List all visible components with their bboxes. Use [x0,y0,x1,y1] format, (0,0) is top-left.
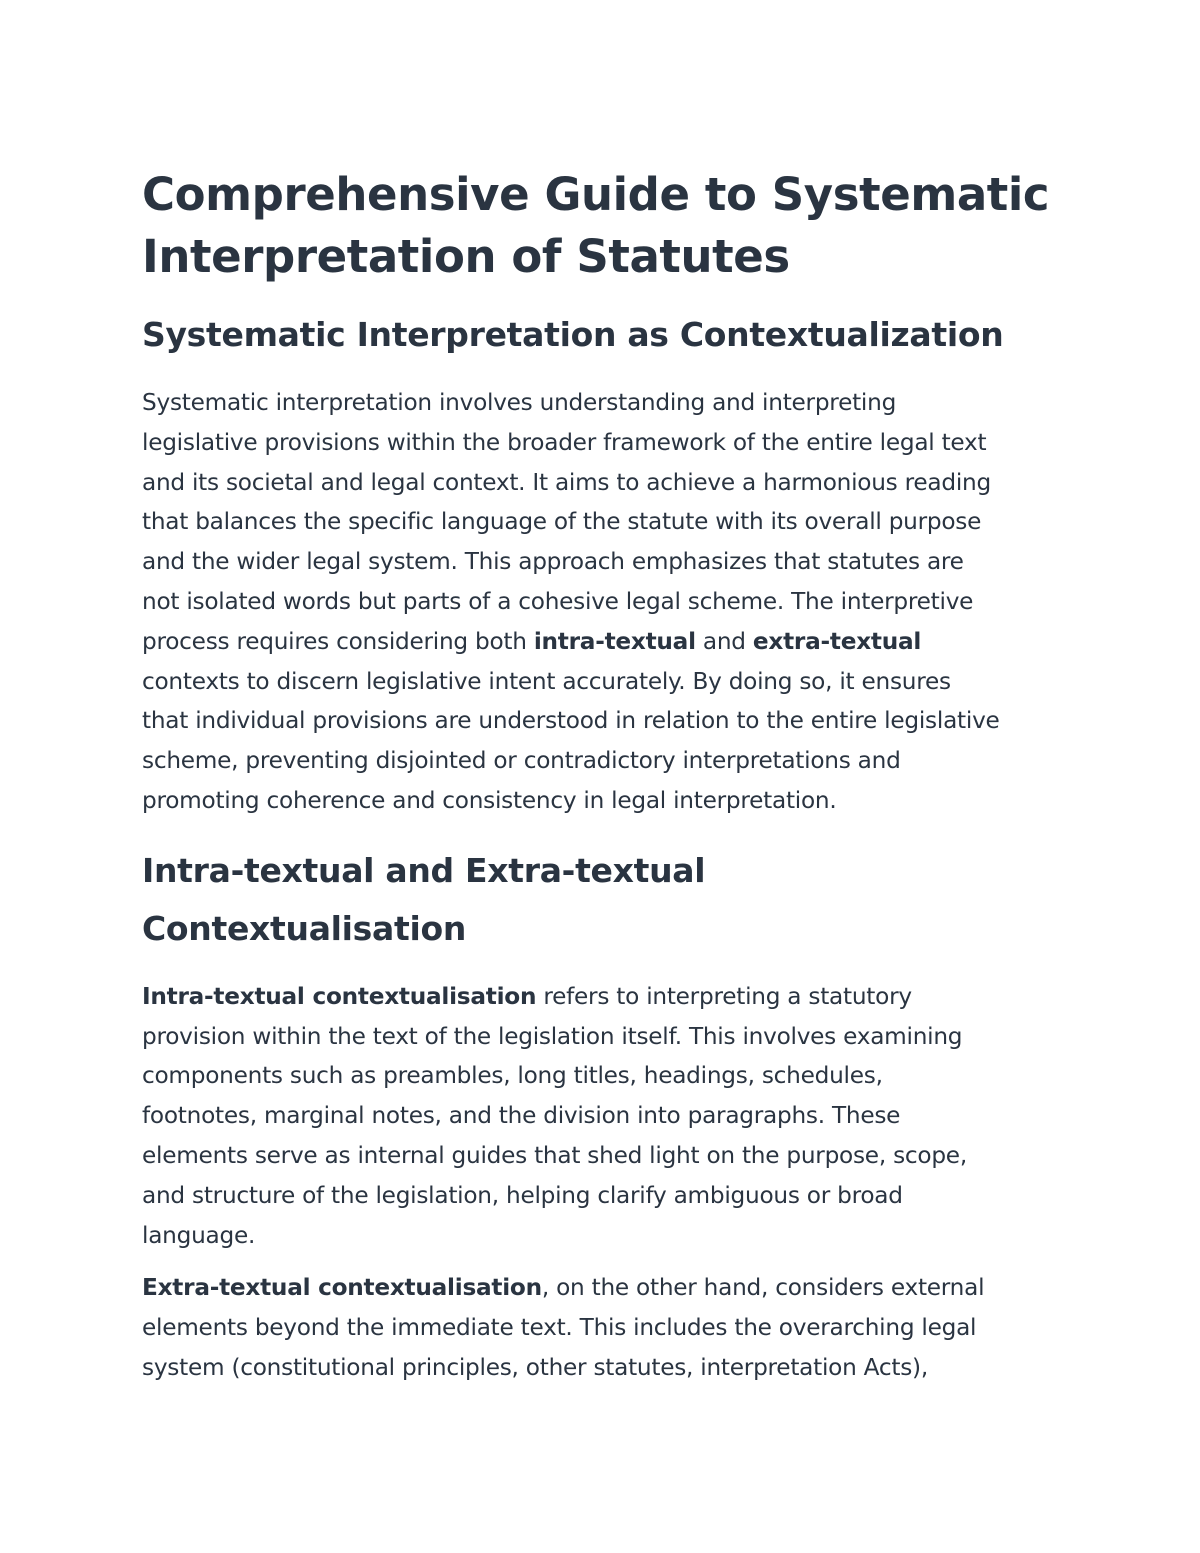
bold-lead-extra-textual-contextualisation: Extra-textual contextualisation [142,1274,542,1302]
paragraph-extra-textual [142,1268,1072,1387]
text-line: provision within the text of the legislation itself. This involves examining [142,1022,963,1050]
text-line: Systematic interpretation involves understanding and interpreting [142,389,897,416]
text-line: that balances the specific language of the statute with its overall purpose [142,508,982,536]
title-line: Interpretation of Statutes [142,230,790,283]
text-line: components such as preambles, long titles, headings, schedules, [142,1062,883,1090]
text-line: contexts to discern legislative intent accurately. By doing so, it ensures [142,667,951,695]
heading-line: Contextualisation [142,908,467,948]
text-segment: process requires considering both [142,627,534,655]
text-line: and structure of the legislation, helping clarify ambiguous or broad [142,1181,903,1209]
text-line: elements beyond the immediate text. This includes the overarching legal [142,1314,977,1342]
text-line: language. [142,1221,256,1249]
text-line: promoting coherence and consistency in legal interpretation. [142,786,837,814]
bold-term-intra-textual: intra-textual [533,627,696,655]
text-line: elements serve as internal guides that shed light on the purpose, scope, [142,1141,967,1169]
document-title [142,164,1072,288]
bold-term-extra-textual: extra-textual [752,627,922,655]
document-page [142,164,1072,1388]
text-line: and the wider legal system. This approach emphasizes that statutes are [142,548,964,576]
text-line: and its societal and legal context. It aims to achieve a harmonious reading [142,468,991,496]
title-line: Comprehensive Guide to Systematic [142,168,1050,221]
paragraph-systematic-interpretation [142,383,1072,821]
section-heading-systematic-interpretation: Systematic Interpretation as Contextualization [142,315,1004,354]
text-line: scheme, preventing disjointed or contradictory interpretations and [142,747,901,775]
text-line: that individual provisions are understood in relation to the entire legislative [142,707,1000,735]
paragraph-intra-textual [142,977,1072,1256]
text-segment: , on the other hand, considers external [541,1274,985,1302]
bold-lead-intra-textual-contextualisation: Intra-textual contextualisation [142,982,537,1010]
text-line: system (constitutional principles, other statutes, interpretation Acts), [142,1353,928,1381]
text-line: not isolated words but parts of a cohesive legal scheme. The interpretive [142,587,974,615]
section-heading-contextualisation [142,842,1072,958]
text-line: footnotes, marginal notes, and the division into paragraphs. These [142,1102,901,1130]
text-line: legislative provisions within the broader framework of the entire legal text [142,428,987,456]
text-segment: refers to interpreting a statutory [536,982,912,1010]
heading-line: Intra-textual and Extra-textual [142,850,706,890]
text-segment: and [695,627,753,655]
